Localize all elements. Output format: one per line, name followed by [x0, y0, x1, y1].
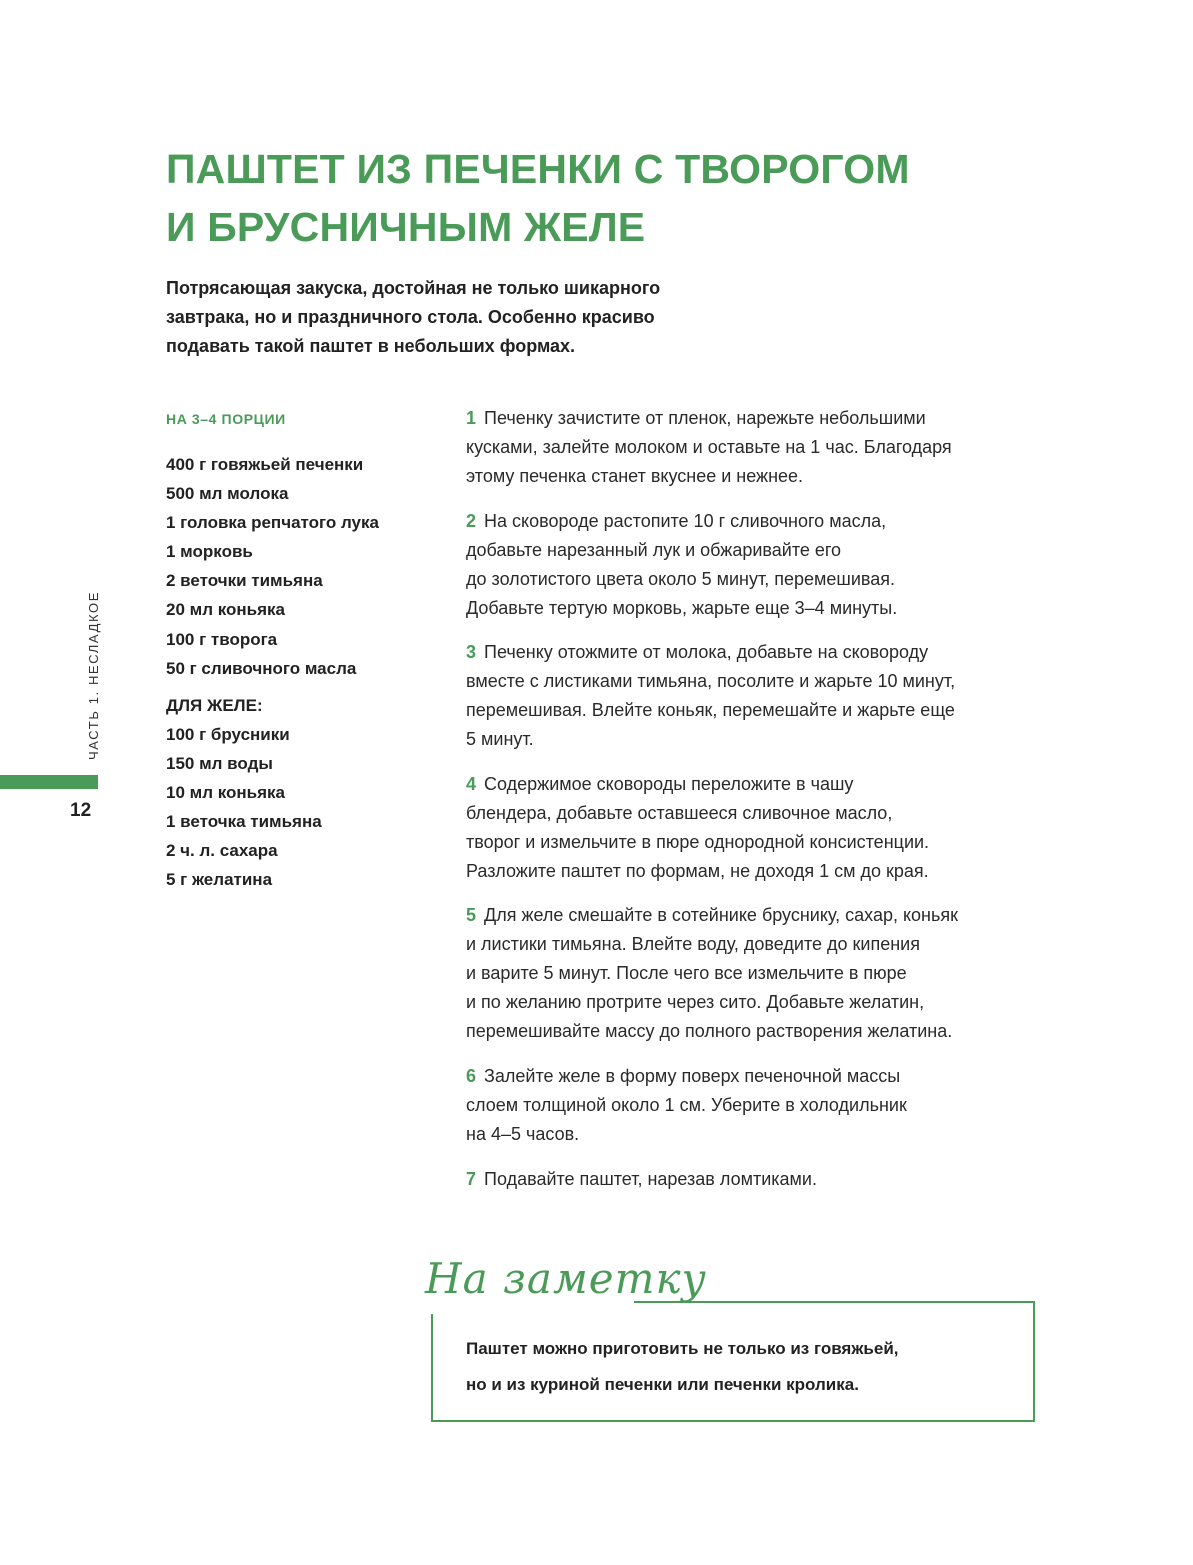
list-item: 10 мл коньяка [166, 783, 285, 803]
step [466, 770, 1066, 886]
step-line: Добавьте тертую морковь, жарьте еще 3–4 минуты. [466, 597, 898, 618]
step [466, 901, 1066, 1046]
step-line: на 4–5 часов. [466, 1123, 580, 1144]
step-text: Содержимое сковороды переложите в чашу [484, 773, 854, 794]
step-line: блендера, добавьте оставшееся сливочное масло, [466, 802, 893, 823]
step-number: 1 [466, 408, 477, 428]
step-text: Для желе смешайте в сотейнике бруснику, сахар, коньяк [484, 905, 958, 926]
step-line: творог и измельчите в пюре однородной консистенции. [466, 831, 930, 852]
step [466, 404, 1066, 491]
title-line: И БРУСНИЧНЫМ ЖЕЛЕ [166, 204, 646, 250]
step-line: перемешивайте массу до полного растворения желатина. [466, 1021, 953, 1042]
list-item: 20 мл коньяка [166, 600, 285, 620]
step [466, 1062, 1066, 1149]
step-line [466, 901, 1066, 930]
intro-line: Потрясающая закуска, достойная не только шикарного [166, 278, 661, 298]
step-line: слоем толщиной около 1 см. Уберите в холодильник [466, 1094, 907, 1115]
note-line: Паштет можно приготовить не только из говяжьей, [466, 1339, 899, 1358]
servings-heading: НА 3–4 ПОРЦИИ [166, 411, 286, 427]
step-line: Разложите паштет по формам, не доходя 1 см до края. [466, 860, 929, 881]
step-line: 5 минут. [466, 729, 534, 750]
jelly-ingredients-list [166, 720, 436, 895]
step-line [466, 770, 1066, 799]
section-accent-bar [0, 775, 98, 789]
step-text: Печенку зачистите от пленок, нарежьте небольшими [484, 408, 926, 428]
step-number: 3 [466, 642, 477, 663]
step-line: до золотистого цвета около 5 минут, перемешивая. [466, 568, 896, 589]
page-number: 12 [70, 800, 92, 821]
step [466, 638, 1066, 754]
list-item: 100 г брусники [166, 724, 290, 744]
step-line: и варите 5 минут. После чего все измельчите в пюре [466, 963, 907, 984]
step-line [466, 1165, 1066, 1194]
ingredients-column [166, 408, 436, 894]
title-line: ПАШТЕТ ИЗ ПЕЧЕНКИ С ТВОРОГОМ [166, 146, 910, 192]
list-item: 2 веточки тимьяна [166, 571, 323, 591]
list-item: 150 мл воды [166, 753, 273, 773]
jelly-heading: ДЛЯ ЖЕЛЕ: [166, 695, 263, 715]
list-item: 100 г творога [166, 629, 278, 649]
step-number: 5 [466, 905, 477, 926]
list-item: 1 морковь [166, 542, 253, 562]
step-line: и по желанию протрите через сито. Добавьте желатин, [466, 992, 925, 1013]
step-text: Подавайте паштет, нарезав ломтиками. [484, 1168, 817, 1189]
step-text: Залейте желе в форму поверх печеночной массы [484, 1065, 901, 1086]
list-item: 400 г говяжьей печенки [166, 455, 364, 474]
step-line: добавьте нарезанный лук и обжаривайте его [466, 539, 842, 560]
step-line [466, 638, 1066, 667]
main-ingredients-list [166, 450, 436, 683]
list-item: 1 веточка тимьяна [166, 812, 322, 832]
step-line [466, 1062, 1066, 1091]
list-item: 500 мл молока [166, 484, 289, 504]
note-title: На заметку [425, 1254, 707, 1303]
step-line: вместе с листиками тимьяна, посолите и жарьте 10 минут, [466, 671, 956, 692]
step-number: 4 [466, 773, 477, 794]
page-title [166, 140, 1066, 256]
step-line: этому печенка станет вкуснее и нежнее. [466, 466, 804, 486]
step-line: и листики тимьяна. Влейте воду, доведите до кипения [466, 934, 920, 955]
step-line [466, 507, 1066, 536]
step-line [466, 404, 1066, 433]
section-label: ЧАСТЬ 1. НЕСЛАДКОЕ [86, 590, 101, 760]
intro-paragraph [166, 274, 786, 361]
step-line: кусками, залейте молоком и оставьте на 1 час. Благодаря [466, 437, 952, 457]
intro-line: завтрака, но и праздничного стола. Особенно красиво [166, 307, 655, 327]
steps-column [466, 404, 1066, 1209]
step [466, 507, 1066, 623]
step [466, 1165, 1066, 1194]
note-text [466, 1331, 1026, 1403]
list-item: 2 ч. л. сахара [166, 841, 278, 861]
note-line: но и из куриной печенки или печенки кролика. [466, 1375, 859, 1394]
step-number: 6 [466, 1065, 477, 1086]
step-text: Печенку отожмите от молока, добавьте на сковороду [484, 642, 929, 663]
list-item: 50 г сливочного масла [166, 658, 357, 678]
step-text: На сковороде растопите 10 г сливочного масла, [484, 510, 887, 531]
intro-line: подавать такой паштет в небольших формах. [166, 336, 576, 356]
step-number: 2 [466, 510, 477, 531]
step-line: перемешивая. Влейте коньяк, перемешайте и жарьте еще [466, 700, 955, 721]
step-number: 7 [466, 1168, 477, 1189]
list-item: 1 головка репчатого лука [166, 513, 379, 533]
list-item: 5 г желатина [166, 870, 273, 890]
